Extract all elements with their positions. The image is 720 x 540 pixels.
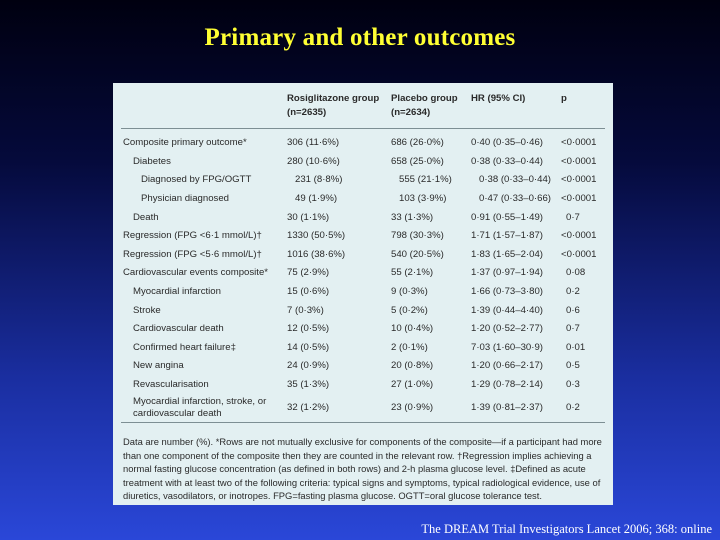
hazard-ratio-cell: 1·37 (0·97–1·94) [471,267,543,279]
rosiglitazone-cell: 49 (1·9%) [295,193,338,205]
header-hr: HR (95% CI) [471,93,526,104]
hazard-ratio-cell: 1·29 (0·78–2·14) [471,379,543,391]
outcome-label-cell: Regression (FPG <5·6 mmol/L)† [123,248,262,260]
placebo-cell: 103 (3·9%) [399,193,447,205]
outcomes-table-panel [113,83,613,505]
hazard-ratio-cell: 1·83 (1·65–2·04) [471,248,543,260]
placebo-cell: 5 (0·2%) [391,304,428,316]
rosiglitazone-cell: 24 (0·9%) [287,360,330,372]
hazard-ratio-cell: 0·91 (0·55–1·49) [471,211,543,223]
outcome-label-cell: Myocardial infarction [133,286,221,298]
table-row [121,246,605,265]
p-value-cell: 0·08 [566,267,586,279]
placebo-cell: 798 (30·3%) [391,230,444,242]
header-placebo-label: Placebo group [391,93,458,104]
hazard-ratio-cell: 1·20 (0·66–2·17) [471,360,543,372]
hazard-ratio-cell: 1·39 (0·44–4·40) [471,304,543,316]
hazard-ratio-cell: 0·38 (0·33–0·44) [471,155,543,167]
hazard-ratio-cell: 1·39 (0·81–2·37) [471,402,543,414]
outcome-label-cell: New angina [133,360,184,372]
p-value-cell: <0·0001 [561,248,597,260]
placebo-cell: 686 (26·0%) [391,137,444,149]
outcome-label-cell: Diagnosed by FPG/OGTT [141,174,252,186]
header-rosiglitazone-label: Rosiglitazone group [287,93,380,104]
p-value-cell: 0·7 [566,211,580,223]
header-p: p [561,93,567,104]
header-rosiglitazone [285,92,389,129]
table-row [121,208,605,227]
rosiglitazone-cell: 35 (1·3%) [287,379,330,391]
table-row [121,339,605,358]
outcomes-table [121,92,605,423]
header-placebo [389,92,469,129]
table-row [121,301,605,320]
p-value-cell: <0·0001 [561,155,597,167]
outcome-label-cell: Physician diagnosed [141,193,230,205]
slide-title: Primary and other outcomes [204,24,516,51]
placebo-cell: 2 (0·1%) [391,341,428,353]
placebo-cell: 540 (20·5%) [391,248,444,260]
hazard-ratio-cell: 1·66 (0·73–3·80) [471,286,543,298]
table-row [121,264,605,283]
p-value-cell: <0·0001 [561,193,597,205]
citation: The DREAM Trial Investigators Lancet 2006; 368: online [421,522,712,536]
header-placebo-n: (n=2634) [391,107,431,118]
placebo-cell: 20 (0·8%) [391,360,434,372]
table-row [121,227,605,246]
rosiglitazone-cell: 7 (0·3%) [287,304,324,316]
table-footnote: Data are number (%). *Rows are not mutually exclusive for components of the composite—if a participant had more than one component of the composite then they are counted in the relevant row. †Regression implies achieving a normal fasting glucose concentration (as defined in both rows) and 2-h plasma glucose level. ‡Defined as acute treatment with at least two of the following criteria: typical signs and symptoms, typical radiological evidence, use of diuretics, vasodilators, or inotropes. FPG=fasting plasma glucose. OGTT=oral glucose tolerance test. [123,436,602,501]
rosiglitazone-cell: 14 (0·5%) [287,341,330,353]
table-row [121,357,605,376]
p-value-cell: <0·0001 [561,230,597,242]
rosiglitazone-cell: 12 (0·5%) [287,323,330,335]
hazard-ratio-cell: 0·47 (0·33–0·66) [479,193,551,205]
placebo-cell: 55 (2·1%) [391,267,434,279]
header-outcome [121,92,285,129]
header-rosiglitazone-n: (n=2635) [287,107,327,118]
p-value-cell: 0·2 [566,402,580,414]
placebo-cell: 10 (0·4%) [391,323,434,335]
hazard-ratio-cell: 1·71 (1·57–1·87) [471,230,543,242]
outcome-label-cell: Cardiovascular events composite* [123,267,269,279]
table-row [121,376,605,395]
placebo-cell: 9 (0·3%) [391,286,428,298]
outcome-label-cell: Composite primary outcome* [123,137,247,149]
rosiglitazone-cell: 306 (11·6%) [287,137,340,149]
p-value-cell: 0·5 [566,360,580,372]
outcome-label-cell: Death [133,211,159,223]
placebo-cell: 23 (0·9%) [391,402,434,414]
rosiglitazone-cell: 30 (1·1%) [287,211,330,223]
hazard-ratio-cell: 1·20 (0·52–2·77) [471,323,543,335]
placebo-cell: 33 (1·3%) [391,211,434,223]
p-value-cell: <0·0001 [561,174,597,186]
rosiglitazone-cell: 75 (2·9%) [287,267,330,279]
outcome-label-cell: Confirmed heart failure‡ [133,341,236,353]
table-row [121,171,605,190]
placebo-cell: 27 (1·0%) [391,379,434,391]
p-value-cell: 0·2 [566,286,580,298]
outcome-label-cell: Diabetes [133,155,171,167]
outcome-label-cell: Regression (FPG <6·1 mmol/L)† [123,230,262,242]
outcome-label-cell: Myocardial infarction, stroke, or cardiovascular death [133,396,267,420]
p-value-cell: 0·01 [566,341,586,353]
p-value-cell: <0·0001 [561,137,597,149]
table-header-row [121,92,605,129]
outcome-label-cell: Stroke [133,304,161,316]
table-row [121,153,605,172]
table-body [121,134,605,423]
outcome-label-cell: Revascularisation [133,379,209,391]
rosiglitazone-cell: 15 (0·6%) [287,286,330,298]
rosiglitazone-cell: 280 (10·6%) [287,155,340,167]
placebo-cell: 555 (21·1%) [399,174,452,186]
hazard-ratio-cell: 0·40 (0·35–0·46) [471,137,543,149]
table-bottom-rule [121,423,605,424]
placebo-cell: 658 (25·0%) [391,155,444,167]
outcome-label-cell: Cardiovascular death [133,323,224,335]
rosiglitazone-cell: 1016 (38·6%) [287,248,346,260]
table-row [121,190,605,209]
table-row [121,320,605,339]
table-row [121,394,605,423]
rosiglitazone-cell: 32 (1·2%) [287,402,330,414]
p-value-cell: 0·6 [566,304,580,316]
p-value-cell: 0·7 [566,323,580,335]
rosiglitazone-cell: 1330 (50·5%) [287,230,346,242]
rosiglitazone-cell: 231 (8·8%) [295,174,343,186]
table-row [121,283,605,302]
hazard-ratio-cell: 0·38 (0·33–0·44) [479,174,551,186]
p-value-cell: 0·3 [566,379,580,391]
hazard-ratio-cell: 7·03 (1·60–30·9) [471,341,543,353]
table-row [121,134,605,153]
